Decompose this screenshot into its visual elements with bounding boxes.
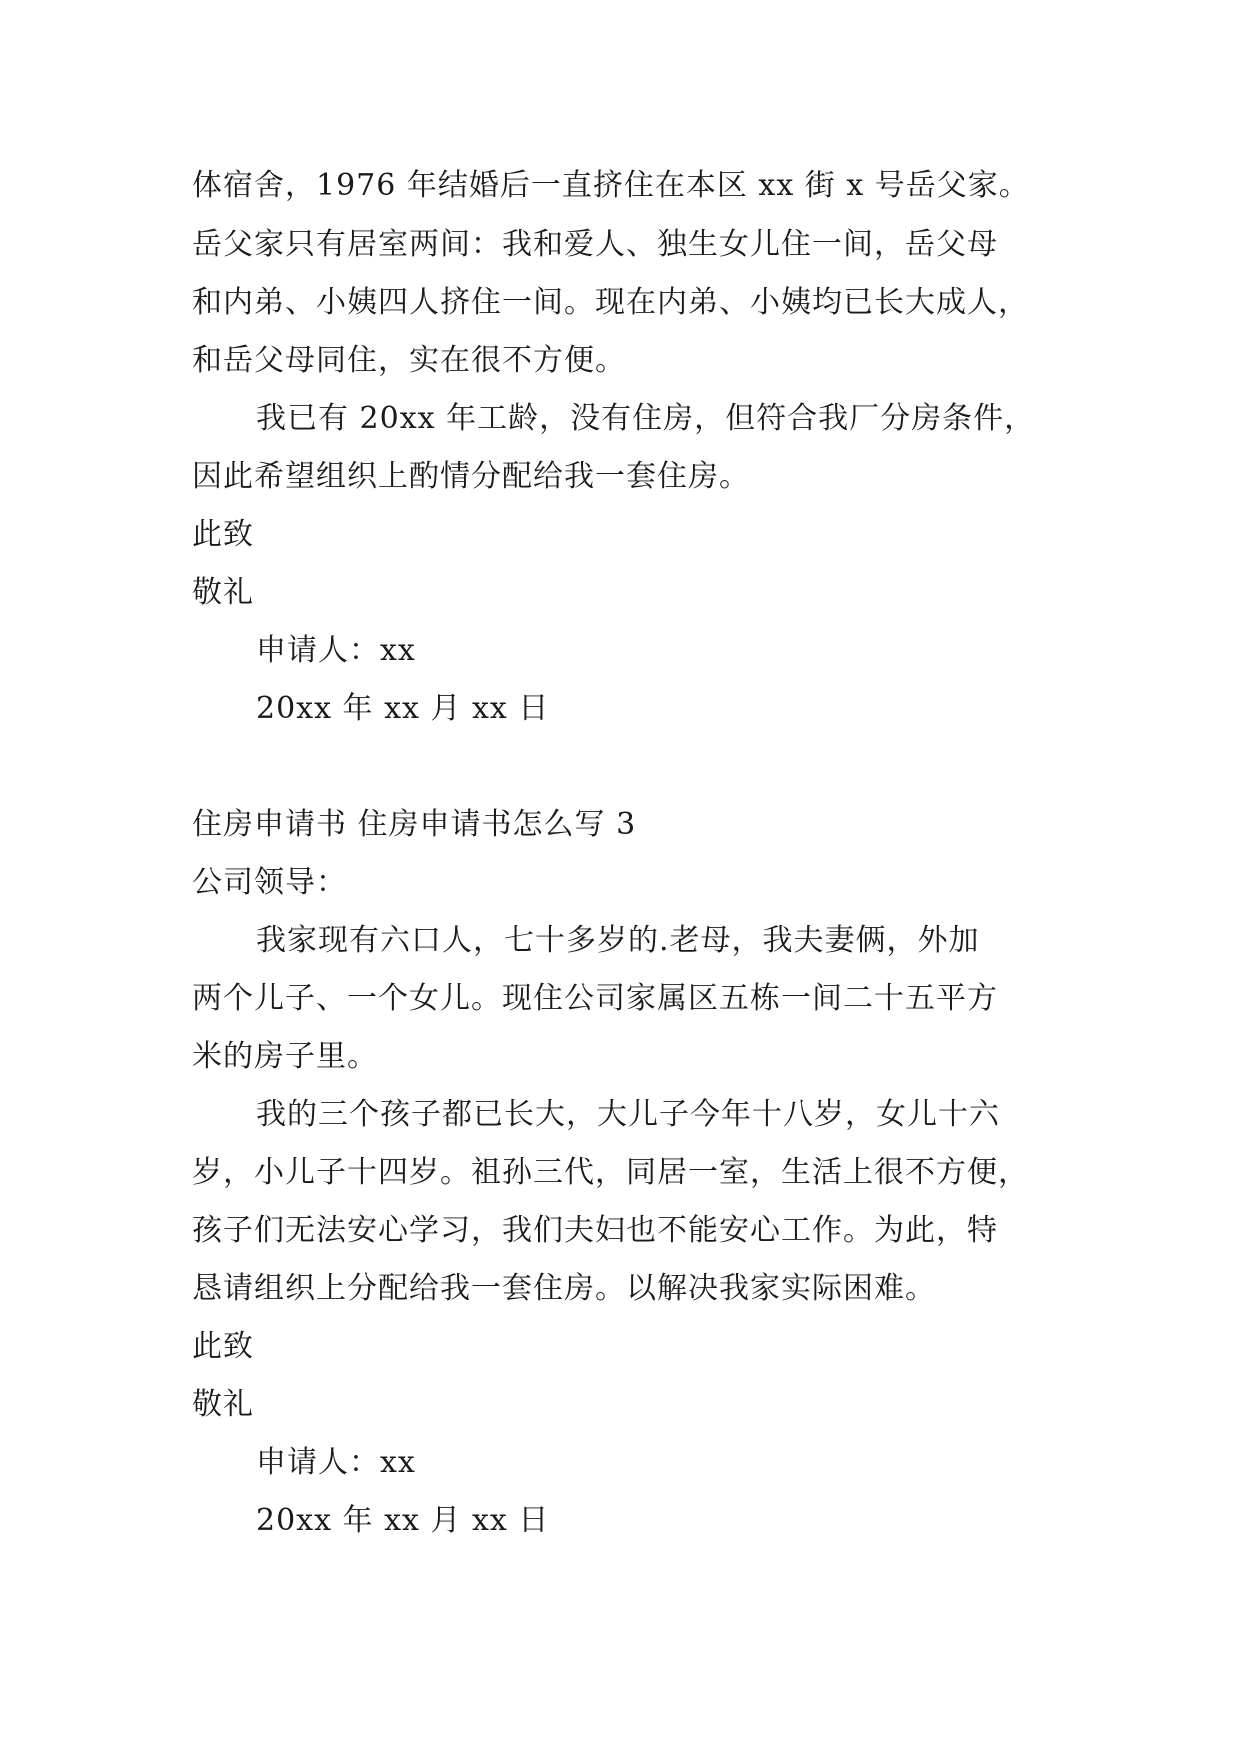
body-text-line: 孩子们无法安心学习，我们夫妇也不能安心工作。为此，特 <box>192 1213 998 1248</box>
applicant-signature: 申请人：xx <box>256 1445 416 1480</box>
letter-date: 20xx 年 xx 月 xx 日 <box>256 691 550 726</box>
body-text-line: 两个儿子、一个女儿。现住公司家属区五栋一间二十五平方 <box>192 981 998 1016</box>
body-text-line: 和岳父母同住，实在很不方便。 <box>192 343 626 378</box>
letter-date: 20xx 年 xx 月 xx 日 <box>256 1503 550 1538</box>
body-text-line: 体宿舍，1976 年结婚后一直挤住在本区 xx 街 x 号岳父家。 <box>192 168 1030 203</box>
body-text-line: 恳请组织上分配给我一套住房。以解决我家实际困难。 <box>192 1271 936 1306</box>
closing-text: 敬礼 <box>192 1387 254 1422</box>
salutation: 公司领导： <box>192 865 347 900</box>
body-text-line: 因此希望组织上酌情分配给我一套住房。 <box>192 459 750 494</box>
section-title: 住房申请书 住房申请书怎么写 3 <box>192 807 637 842</box>
body-text-line: 我家现有六口人，七十多岁的.老母，我夫妻俩，外加 <box>256 923 980 958</box>
body-text-line: 岁，小儿子十四岁。祖孙三代，同居一室，生活上很不方便， <box>192 1155 1029 1190</box>
body-text-line: 米的房子里。 <box>192 1039 378 1074</box>
body-text-line: 岳父家只有居室两间：我和爱人、独生女儿住一间，岳父母 <box>192 227 998 262</box>
body-text-line: 和内弟、小姨四人挤住一间。现在内弟、小姨均已长大成人， <box>192 285 1029 320</box>
closing-text: 此致 <box>192 517 254 552</box>
closing-text: 敬礼 <box>192 575 254 610</box>
body-text-line: 我的三个孩子都已长大，大儿子今年十八岁，女儿十六 <box>256 1097 1000 1132</box>
closing-text: 此致 <box>192 1329 254 1364</box>
body-text-line: 我已有 20xx 年工龄，没有住房，但符合我厂分房条件， <box>256 401 1036 436</box>
applicant-signature: 申请人：xx <box>256 633 416 668</box>
